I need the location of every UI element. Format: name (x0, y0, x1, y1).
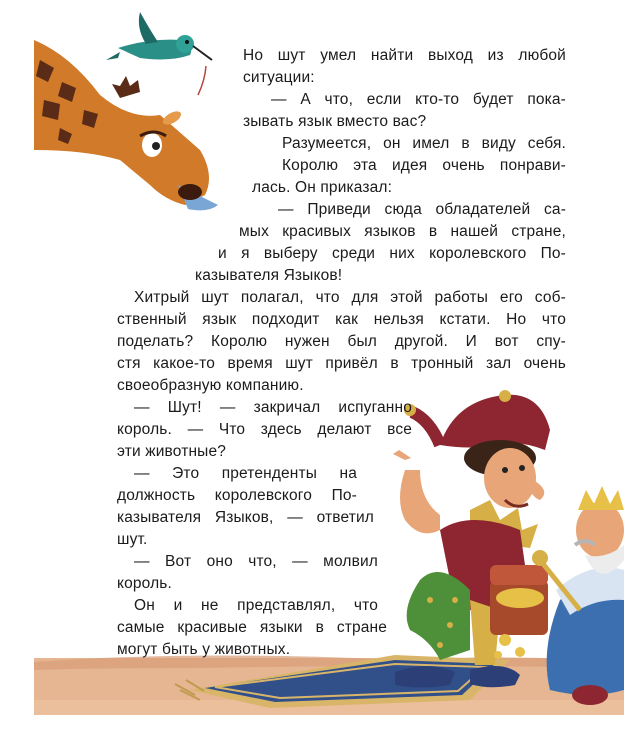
text-line: казывателя Языков, — ответил (117, 509, 374, 526)
text-line: эти животные? (117, 443, 226, 460)
text-line: — Приведи сюда обладателей са- (278, 201, 566, 218)
text-line: Он и не представлял, что (134, 597, 378, 614)
jester (393, 390, 550, 688)
text-line: казывателя Языков! (195, 267, 343, 284)
text-line: ситуации: (243, 69, 315, 86)
text-line: король. (117, 575, 172, 592)
text-line: ственный язык подходит как нельзя кстати. Но что (117, 311, 566, 328)
text-line: своеобразную компанию. (117, 377, 304, 394)
text-line: Разумеется, он имел в виду себя. (282, 135, 566, 152)
text-line: — Шут! — закричал испуганно (134, 399, 412, 416)
text-line: зывать язык вместо вас? (243, 113, 427, 130)
text-line: самые красивые языки в стране (117, 619, 387, 636)
hummingbird (106, 12, 212, 95)
text-line: поделать? Королю нужен был другой. И вот спу- (117, 333, 566, 350)
text-line: мых красивых языков в нашей стране, (239, 223, 566, 240)
text-line: могут быть у животных. (117, 641, 291, 658)
text-line: шут. (117, 531, 148, 548)
text-line: лась. Он приказал: (252, 179, 393, 196)
text-line: Хитрый шут полагал, что для этой работы его соб- (134, 289, 566, 306)
treasure-chest (490, 565, 548, 659)
text-line: — Вот оно что, — молвил (134, 553, 378, 570)
text-line: стя какое-то время шут привёл в тронный зал очень (117, 355, 566, 372)
text-line: — А что, если кто-то будет пока- (271, 91, 566, 108)
text-line: Но шут умел найти выход из любой (243, 47, 566, 64)
text-line: король. — Что здесь делают все (117, 421, 412, 438)
text-line: должность королевского По- (117, 487, 357, 504)
text-line: — Это претенденты на (134, 465, 357, 482)
text-line: Королю эта идея очень понрави- (282, 157, 566, 174)
giraffe (34, 40, 218, 210)
text-line: и я выберу среди них королевского По- (218, 245, 566, 262)
